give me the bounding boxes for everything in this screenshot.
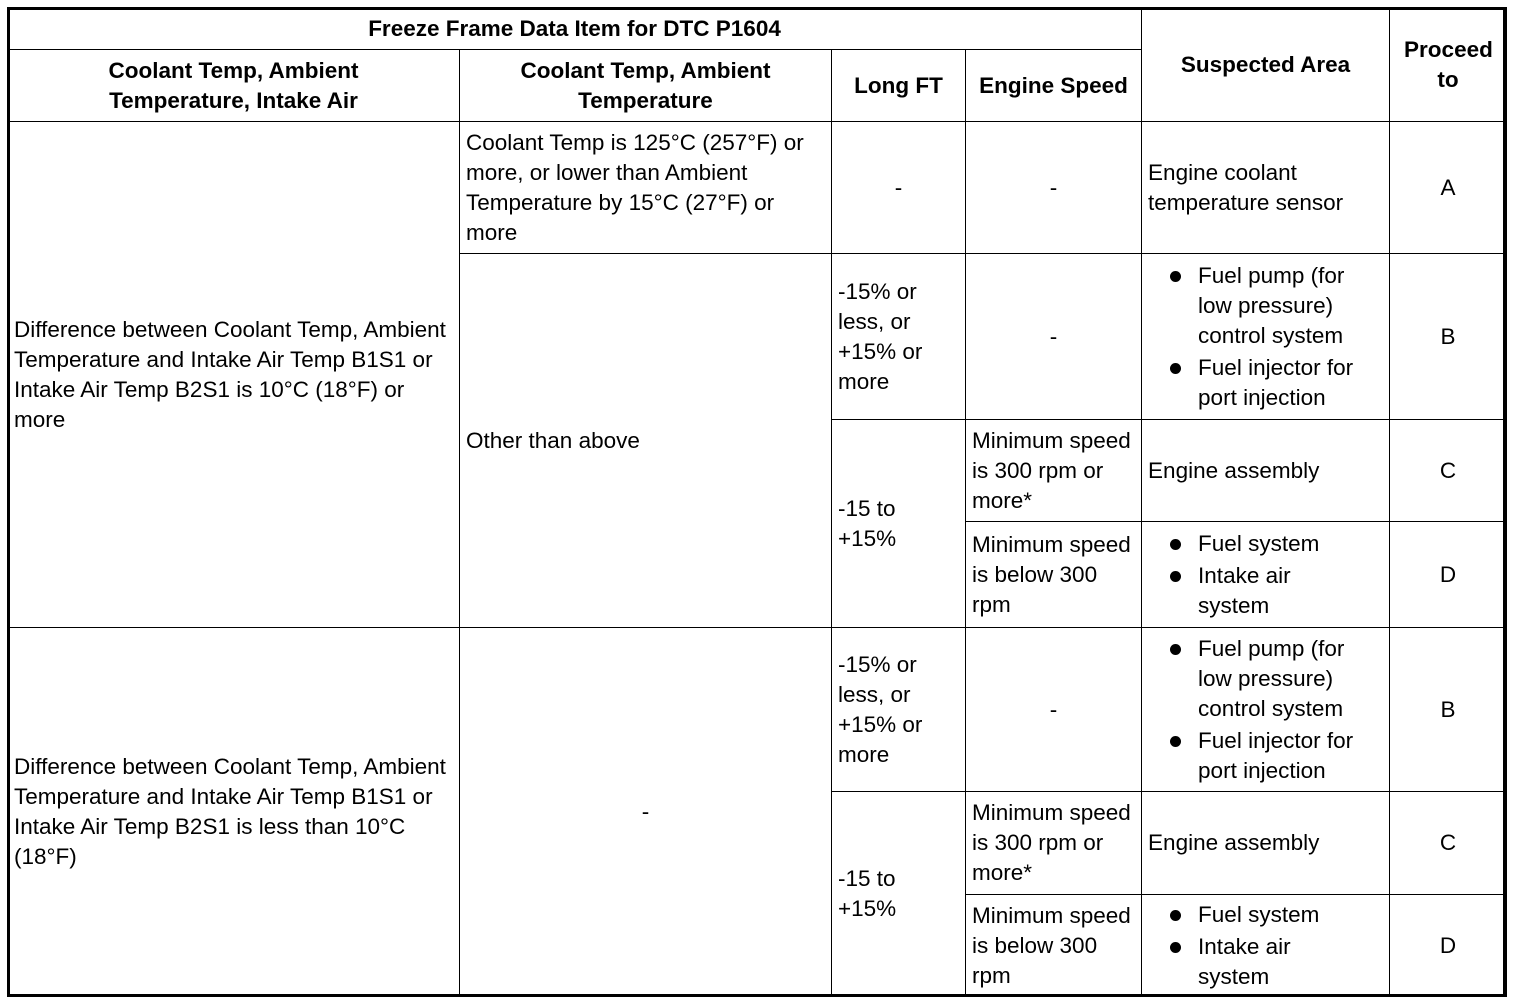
proceed-cell: D: [1390, 895, 1507, 997]
coolant-cell: -: [460, 628, 832, 997]
list-item: Intake air system: [1148, 932, 1343, 992]
proceed-cell: A: [1390, 122, 1507, 254]
engine-speed-cell: Minimum speed is below 300 rpm: [966, 522, 1142, 628]
coolant-ambient-header: Coolant Temp, Ambient Temperature: [460, 50, 832, 122]
proceed-cell: C: [1390, 420, 1507, 522]
proceed-cell: B: [1390, 628, 1507, 792]
proceed-to-header: Proceed to: [1390, 8, 1507, 122]
condition-cell: Difference between Coolant Temp, Ambient Temperature and Intake Air Temp B1S1 or Intake Air Temp B2S1 is less than 10°C (18°F): [8, 628, 460, 997]
proceed-cell: C: [1390, 792, 1507, 895]
long-ft-cell: -15 to +15%: [832, 420, 966, 628]
list-item: Fuel pump (for low pressure) control system: [1148, 261, 1383, 351]
list-item: Fuel injector for port injection: [1148, 353, 1383, 413]
long-ft-header: Long FT: [832, 50, 966, 122]
suspected-area-cell: Engine coolant temperature sensor: [1142, 122, 1390, 254]
long-ft-cell: -: [832, 122, 966, 254]
suspected-area-cell: Engine assembly: [1142, 792, 1390, 895]
proceed-cell: D: [1390, 522, 1507, 628]
engine-speed-header: Engine Speed: [966, 50, 1142, 122]
coolant-cell: Other than above: [460, 254, 832, 628]
coolant-cell: Coolant Temp is 125°C (257°F) or more, or lower than Ambient Temperature by 15°C (27°F) or more: [460, 122, 832, 254]
long-ft-cell: -15% or less, or +15% or more: [832, 628, 966, 792]
engine-speed-cell: -: [966, 254, 1142, 420]
outer-border: [7, 7, 1506, 997]
long-ft-cell: -15 to +15%: [832, 792, 966, 997]
list-item: Fuel pump (for low pressure) control system: [1148, 634, 1383, 724]
engine-speed-cell: -: [966, 122, 1142, 254]
list-item: Fuel system: [1148, 529, 1343, 559]
freeze-frame-header: Freeze Frame Data Item for DTC P1604: [8, 8, 1142, 50]
condition-cell: Difference between Coolant Temp, Ambient Temperature and Intake Air Temp B1S1 or Intake Air Temp B2S1 is 10°C (18°F) or more: [8, 122, 460, 628]
list-item: Fuel system: [1148, 900, 1343, 930]
suspected-area-header: Suspected Area: [1142, 8, 1390, 122]
suspected-area-cell: Engine assembly: [1142, 420, 1390, 522]
long-ft-cell: -15% or less, or +15% or more: [832, 254, 966, 420]
engine-speed-cell: -: [966, 628, 1142, 792]
list-item: Intake air system: [1148, 561, 1343, 621]
engine-speed-cell: Minimum speed is 300 rpm or more*: [966, 420, 1142, 522]
engine-speed-cell: Minimum speed is 300 rpm or more*: [966, 792, 1142, 895]
list-item: Fuel injector for port injection: [1148, 726, 1383, 786]
proceed-cell: B: [1390, 254, 1507, 420]
engine-speed-cell: Minimum speed is below 300 rpm: [966, 895, 1142, 997]
coolant-ambient-intake-header: Coolant Temp, Ambient Temperature, Intake Air: [8, 50, 460, 122]
